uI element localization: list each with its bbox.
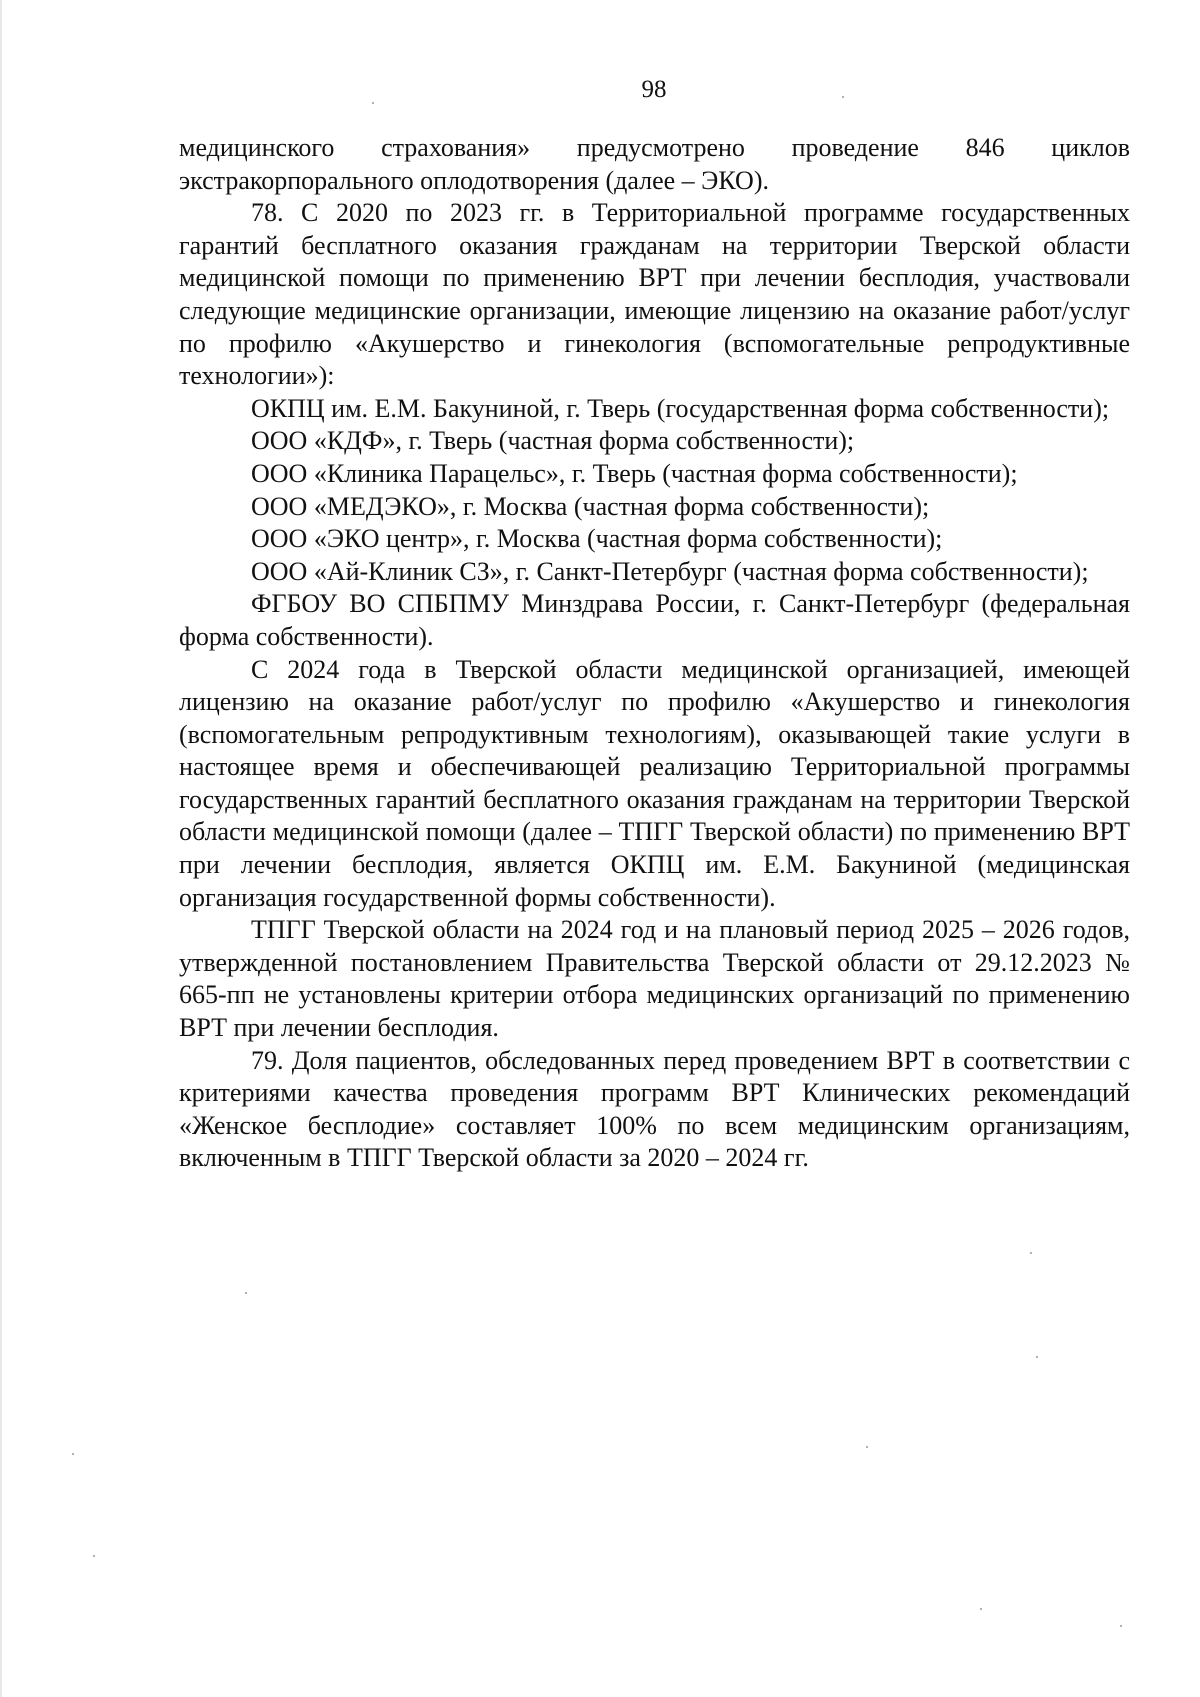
- page-number: 98: [641, 76, 667, 103]
- scan-speck: [245, 1292, 247, 1294]
- scan-speck: [72, 1453, 74, 1455]
- scan-speck: [1030, 1252, 1032, 1254]
- scan-speck: [866, 1446, 868, 1448]
- paragraph-2024-organization: С 2024 года в Тверской области медицинской организацией, имеющей лицензию на оказание работ/услуг по профилю «Акушерство и гинекология (вспомогательным репродуктивным технологиям), оказывающей такие услуги в настоящее время и обеспечивающей реализацию Территориальной программы государственных гарантий бесплатного оказания гражданам на территории Тверской области медицинской помощи (далее – ТПГГ Тверской области) по применению ВРТ при лечении бесплодия, является ОКПЦ им. Е.М. Бакуниной (медицинская организация государственной формы собственности).: [179, 654, 1130, 912]
- document-body: [179, 132, 1130, 1175]
- paragraph-78-organizations-intro: 78. С 2020 по 2023 гг. в Территориальной программе государственных гарантий бесплатного оказания гражданам на территории Тверской области медицинской помощи по применению ВРТ при лечении бесплодия, участвовали следующие медицинские организации, имеющие лицензию на оказание работ/услуг по профилю «Акушерство и гинекология (вспомогательные репродуктивные технологии»):: [179, 198, 1130, 391]
- scan-speck: [1036, 1356, 1038, 1358]
- list-item-okpc: ОКПЦ им. Е.М. Бакуниной, г. Тверь (государственная форма собственности);: [251, 393, 1110, 423]
- scan-speck: [842, 96, 844, 98]
- scan-margin-edge: [0, 0, 2, 1697]
- list-item-fgbou: ФГБОУ ВО СПБПМУ Минздрава России, г. Санкт-Петербург (федеральная форма собственности).: [179, 589, 1130, 651]
- list-item-paracels: ООО «Клиника Парацельс», г. Тверь (частная форма собственности);: [251, 458, 1018, 488]
- scan-speck: [980, 1608, 982, 1610]
- list-item-eko-center: ООО «ЭКО центр», г. Москва (частная форма собственности);: [251, 524, 943, 554]
- list-item-kdf: ООО «КДФ», г. Тверь (частная форма собственности);: [251, 426, 855, 456]
- paragraph-tpgg-criteria: ТПГГ Тверской области на 2024 год и на плановый период 2025 – 2026 годов, утвержденной постановлением Правительства Тверской области от 29.12.2023 № 665-пп не установлены критерии отбора медицинских организаций по применению ВРТ при лечении бесплодия.: [179, 915, 1130, 1043]
- paragraph-79-patient-share: 79. Доля пациентов, обследованных перед проведением ВРТ в соответствии с критериями качества проведения программ ВРТ Клинических рекомендаций «Женское бесплодие» составляет 100% по всем медицинским организациям, включенным в ТПГГ Тверской области за 2020 – 2024 гг.: [179, 1045, 1130, 1173]
- paragraph-insurance-cycles: медицинского страхования» предусмотрено проведение 846 циклов экстракорпорального оплодотворения (далее – ЭКО).: [179, 133, 1130, 195]
- scan-speck: [93, 1555, 95, 1557]
- scan-speck: [1120, 1625, 1122, 1627]
- scan-speck: [372, 102, 374, 104]
- list-item-ai-clinic: ООО «Ай-Клиник СЗ», г. Санкт-Петербург (частная форма собственности);: [251, 556, 1089, 586]
- list-item-medeko: ООО «МЕДЭКО», г. Москва (частная форма собственности);: [251, 491, 930, 521]
